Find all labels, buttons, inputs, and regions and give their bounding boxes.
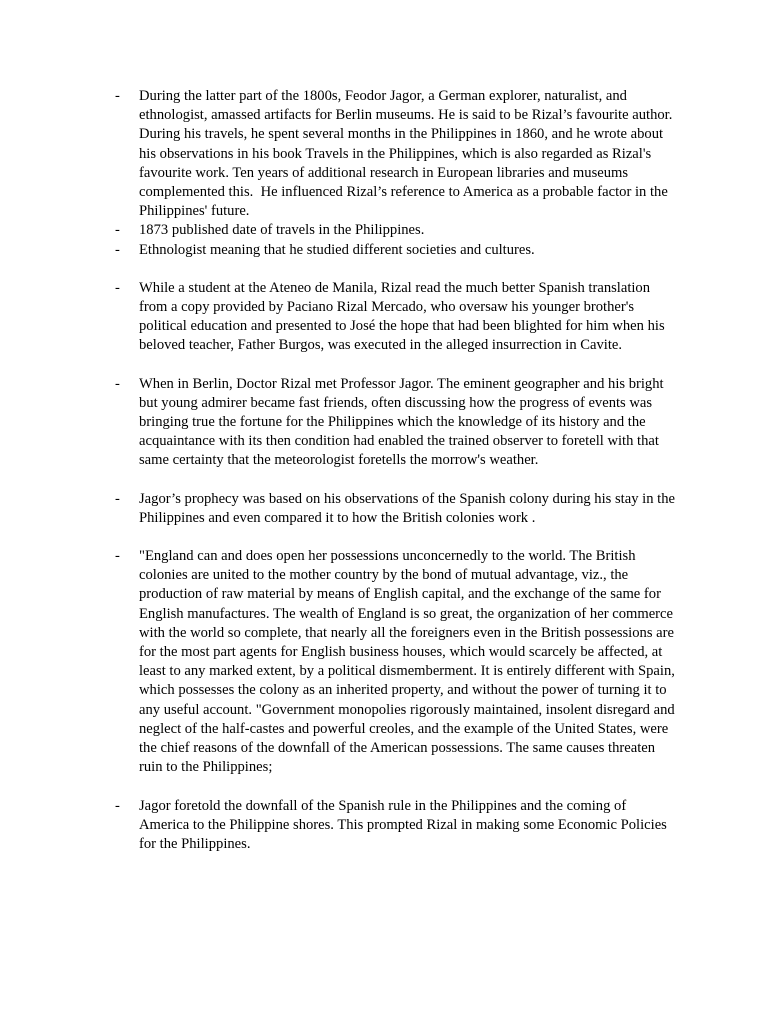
list-item [114, 547, 679, 777]
bullet-marker: - [115, 241, 120, 258]
list-item-text: Ethnologist meaning that he studied different societies and cultures. [139, 241, 535, 258]
list-item-text: While a student at the Ateneo de Manila, Rizal read the much better Spanish translation from a copy provided by Paciano Rizal Mercado, who oversaw his younger brother's political education and presented to José the hope that had been blighted for him when his beloved teacher, Father Burgos, was executed in the alleged insurrection in Cavite. [139, 279, 669, 354]
bullet-group-jagor-intro [114, 87, 679, 260]
bullet-group-england-quote [114, 547, 679, 777]
list-item-text: During the latter part of the 1800s, Feodor Jagor, a German explorer, naturalist, and ethnologist, amassed artifacts for Berlin museums. He is said to be Rizal’s favourite author. During his travels, he spent several months in the Philippines in 1860, and he wrote about his observations in his book Travels in the Philippines, which is also regarded as Rizal's favourite work. Ten years of additional research in European libraries and museums complemented this. He influenced Rizal’s reference to America as a probable factor in the Philippines' future. [139, 88, 677, 220]
bullet-group-berlin [114, 375, 679, 471]
bullet-group-ateneo [114, 279, 679, 356]
bullet-marker: - [115, 222, 120, 239]
list-item-text: 1873 published date of travels in the Philippines. [139, 222, 425, 239]
list-item-text: Jagor’s prophecy was based on his observations of the Spanish colony during his stay in the Philippines and even compared it to how the British colonies work . [139, 490, 679, 526]
list-item [114, 221, 679, 240]
bullet-marker: - [115, 375, 120, 392]
bullet-marker: - [115, 279, 120, 296]
bullet-marker: - [115, 548, 120, 565]
document-body [114, 87, 679, 873]
list-item-text: "England can and does open her possessions unconcernedly to the world. The British colonies are united to the mother country by the bond of mutual advantage, viz., the production of raw material by means of English capital, and the exchange of the same for English manufactures. The wealth of England is so great, the organization of her commerce with the world so complete, that nearly all the foreigners even in the British possessions are for the most part agents for English business houses, which would scarcely be affected, at least to any marked extent, by a political dismemberment. It is entirely different with Spain, which possesses the colony as an inherited property, and without the power of turning it to any useful account. "Government monopolies rigorously maintained, insolent disregard and neglect of the half-castes and powerful creoles, and the example of the United States, were the chief reasons of the downfall of the American possessions. The same causes threaten ruin to the Philippines; [139, 548, 679, 776]
bullet-group-prophecy [114, 490, 679, 528]
list-item [114, 87, 679, 221]
list-item [114, 279, 679, 356]
bullet-marker: - [115, 490, 120, 507]
list-item-text: When in Berlin, Doctor Rizal met Professor Jagor. The eminent geographer and his bright but young admirer became fast friends, often discussing how the progress of events was bringing true the fortune for the Philippines which the knowledge of its history and the acquaintance with its then condition had enabled the trained observer to foretell with that same certainty that the meteorologist foretells the morrow's weather. [139, 375, 668, 469]
list-item [114, 241, 679, 260]
bullet-group-downfall [114, 797, 679, 855]
list-item [114, 797, 679, 855]
bullet-marker: - [115, 797, 120, 814]
list-item [114, 375, 679, 471]
bullet-marker: - [115, 88, 120, 104]
list-item-text: Jagor foretold the downfall of the Spanish rule in the Philippines and the coming of America to the Philippine shores. This prompted Rizal in making some Economic Policies for the Philippines. [139, 797, 671, 852]
list-item [114, 490, 679, 528]
